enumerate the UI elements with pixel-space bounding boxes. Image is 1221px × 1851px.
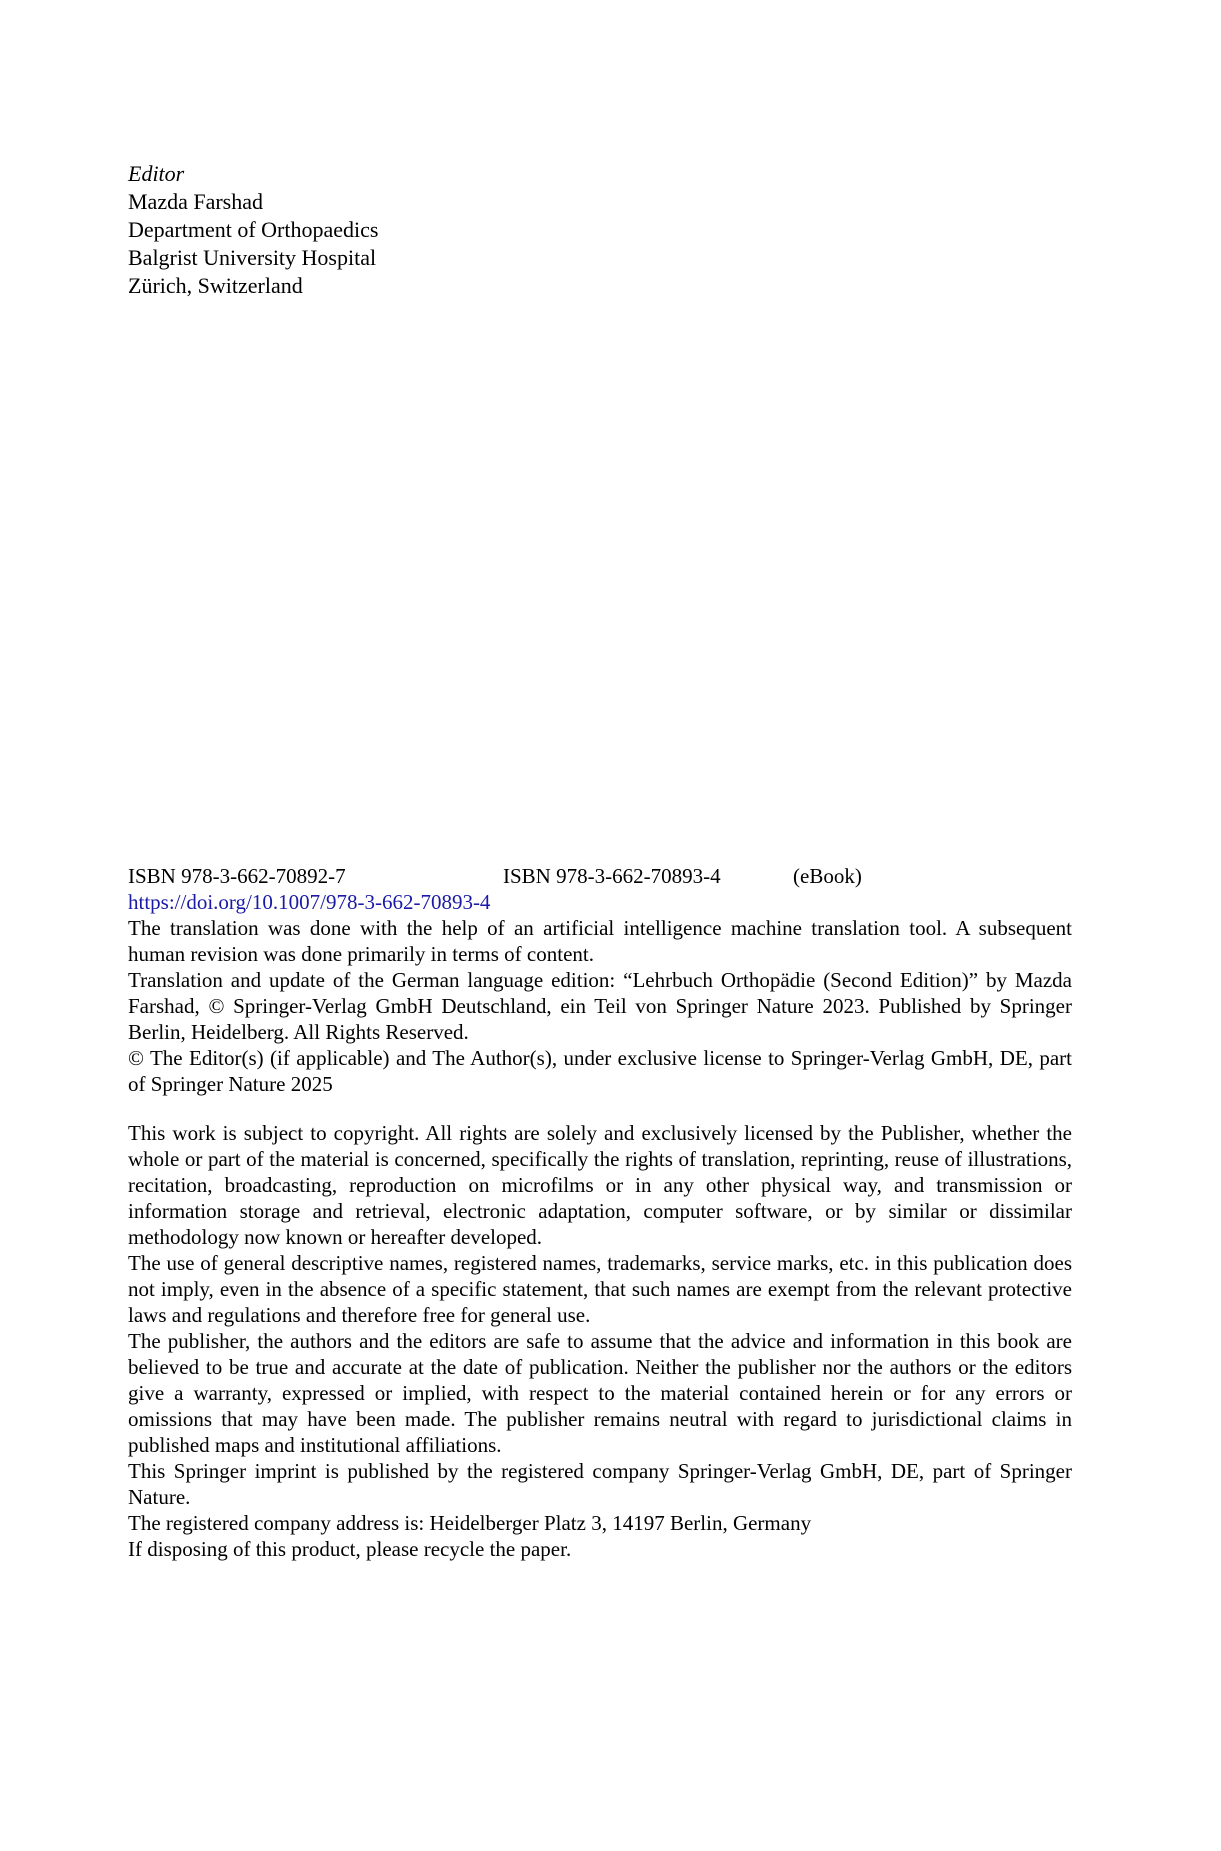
editor-heading: Editor [128,161,185,186]
copyright-notice-paragraph: © The Editor(s) (if applicable) and The Author(s), under exclusive license to Springer-Verlag GmbH, DE, part of Springer Nature 2025 [128,1046,1072,1096]
editor-block [128,160,1072,300]
doi-link[interactable]: https://doi.org/10.1007/978-3-662-70893-4 [128,890,491,914]
editor-location: Zürich, Switzerland [128,273,303,298]
recycle-note: If disposing of this product, please recycle the paper. [128,1537,572,1561]
editor-name: Mazda Farshad [128,189,264,214]
imprint-paragraph: This Springer imprint is published by the registered company Springer-Verlag GmbH, DE, part of Springer Nature. [128,1459,1072,1509]
rights-block [128,1120,1072,1458]
translation-note-paragraph: The translation was done with the help of an artificial intelligence machine translation tool. A subsequent human revision was done primarily in terms of content. [128,916,1072,966]
editor-department: Department of Orthopaedics [128,217,379,242]
isbn-line [128,863,1072,889]
address-line: The registered company address is: Heidelberger Platz 3, 14197 Berlin, Germany [128,1511,812,1535]
page-content [128,0,1072,1562]
isbn-print: ISBN 978-3-662-70892-7 [128,864,346,888]
isbn-ebook: ISBN 978-3-662-70893-4 [503,864,721,888]
rights-paragraph-1: This work is subject to copyright. All rights are solely and exclusively licensed by the Publisher, whether the whole or part of the material is concerned, specifically the rights of translation, reprinting, reuse of illustrations, recitation, broadcasting, reproduction on microfilms or in any other physical way, and transmission or information storage and retrieval, electronic adaptation, computer software, or by similar or dissimilar methodology now known or hereafter developed. [128,1121,1072,1249]
editor-institution: Balgrist University Hospital [128,245,377,270]
ebook-label: (eBook) [793,864,862,888]
doi-line [128,889,1072,915]
rights-paragraph-3: The publisher, the authors and the editors are safe to assume that the advice and information in this book are believed to be true and accurate at the date of publication. Neither the publisher nor the authors or the editors give a warranty, expressed or implied, with respect to the material contained herein or for any errors or omissions that may have been made. The publisher remains neutral with regard to jurisdictional claims in published maps and institutional affiliations. [128,1329,1072,1457]
edition-note-paragraph: Translation and update of the German language edition: “Lehrbuch Orthopädie (Second Edition)” by Mazda Farshad, © Springer-Verlag GmbH Deutschland, ein Teil von Springer Nature 2023. Published by Springer Berlin, Heidelberg. All Rights Reserved. [128,968,1072,1044]
rights-paragraph-2: The use of general descriptive names, registered names, trademarks, service marks, etc. in this publication does not imply, even in the absence of a specific statement, that such names are exempt from the relevant protective laws and regulations and therefore free for general use. [128,1251,1072,1327]
